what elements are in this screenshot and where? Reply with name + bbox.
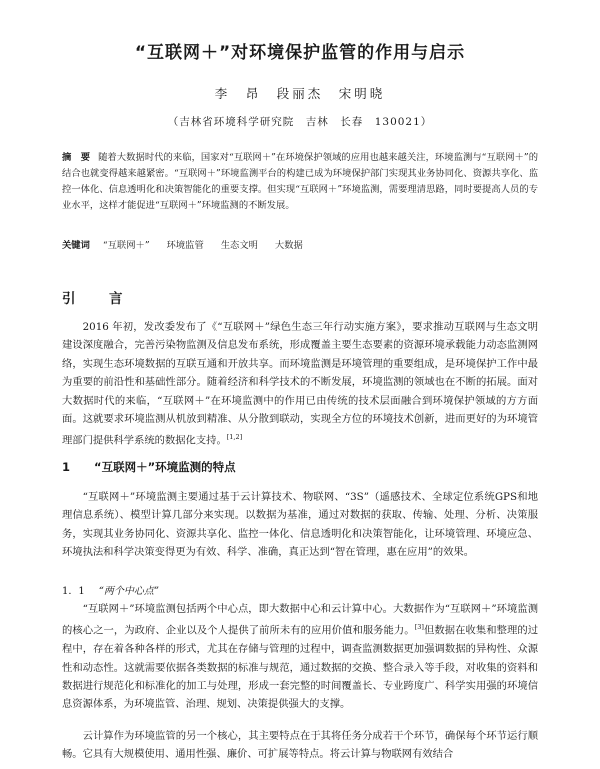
subsection-title: “两个中心点” (98, 586, 159, 597)
citation: [1,2] (226, 433, 243, 442)
section-title: “互联网＋”环境监测的特点 (94, 460, 236, 474)
subsection-number: 1．1 (62, 586, 85, 597)
subsection-text: “互联网＋”环境监测包括两个中心点，即大数据中心和云计算中心。大数据作为“互联网＋”环境监测的核心之一，为政府、企业以及个人提供了前所未有的应用价值和服务能力。 (62, 603, 538, 637)
keywords-label: 关键词 (62, 240, 90, 251)
abstract-text: 随着大数据时代的来临，国家对“互联网＋”在环境保护领域的应用也越来越关注，环境监测与“互联网＋”的结合也就变得越来越紧密。“互联网＋”环境监测平台的构建已成为环境保护部门实现其业务协同化、资源共享化、监控一体化、信息透明化和决策智能化的重要支撑。但实现“互联网＋”环境监测，需要理清思路，同时要提高人员的专业水平，这样才能促进“互联网＋”环境监测的不断发展。 (62, 152, 538, 211)
section-heading (62, 459, 236, 475)
subsection-text-continued: 但数据在收集和整理的过程中，存在着各种各样的形式，尤其在存储与管理的过程中，调查监测数据更加强调数据的异构性、众源性和动态性。这就需要依据各类数据的标准与规范，通过数据的交换、整合录入等手段，对收集的资料和数据进行规范化和标准化的加工与处理，形成一套完整的时间覆盖长、专业跨度广、科学实用强的环境信息资源体系，为环境监管、治理、规划、决策提供强大的支撑。 (62, 624, 539, 711)
keyword: “互联网＋” (102, 240, 150, 251)
paper-title: “互联网＋”对环境保护监管的作用与启示 (134, 43, 466, 63)
intro-heading: 引 言 (62, 291, 133, 307)
section-paragraph: “互联网＋”环境监测主要通过基于云计算技术、物联网、“3S”（遥感技术、全球定位系统GPS和地理信息系统）、模型计算几部分来实现。以数据为基准，通过对数据的获取、传输、处理、分析、决策服务，实现其业务协同化、资源共享化、监控一体化、信息透明化和决策智能化，让环境管理、环境应急、环境执法和科学决策变得更为有效、科学、准确，真正达到“智在管理，惠在应用”的效果。 (62, 491, 538, 559)
intro-text: 2016 年初，发改委发布了《“互联网＋”绿色生态三年行动实施方案》，要求推动互联网与生态文明建设深度融合，完善污染物监测及信息发布系统，形成覆盖主要生态要素的资源环境承载能力动态监测网络，实现生态环境数据的互联互通和开放共享。而环境监测是环境管理的重要组成，是环境保护工作中最为重要的前沿性和基础性部分。随着经济和科学技术的不断发展，环境监测的领域也在不断的拓展。面对大数据时代的来临，“互联网＋”在环境监测中的作用已由传统的技术层面融合到环境保护领域的方方面面。这就要求环境监测从机放到精准、从分散到联动，实现全方位的环境技术创新，进而更好的为环境管理部门提供科学系统的数据化支持。 (62, 321, 538, 447)
abstract-label: 摘 要 (62, 152, 91, 163)
paper-affiliation: （吉林省环境科学研究院 吉林 长春 130021） (167, 116, 433, 128)
subsection-paragraph (62, 600, 538, 714)
keyword: 生态文明 (220, 240, 258, 251)
keyword: 大数据 (274, 240, 303, 251)
citation: [3] (414, 623, 424, 632)
keywords (62, 238, 538, 254)
paper-authors: 李 昂 段丽杰 宋明晓 (214, 86, 386, 101)
subsection-heading (62, 582, 159, 597)
intro-paragraph (62, 318, 538, 450)
cloud-computing-paragraph: 云计算作为环境监管的另一个核心，其主要特点在于其将任务分成若干个环节，确保每个环节运行顺畅。它具有大规模使用、通用性强、廉价、可扩展等特点。将云计算与物联网有效结合 (62, 730, 538, 761)
keyword: 环境监管 (166, 240, 204, 251)
section-number: 1 (62, 460, 71, 474)
abstract (62, 150, 538, 214)
